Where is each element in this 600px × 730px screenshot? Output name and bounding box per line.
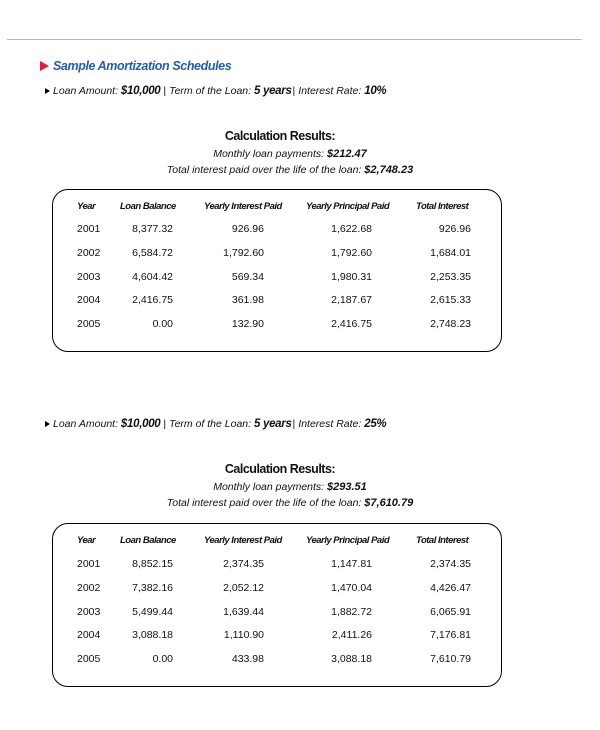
- calculation-results-1: [0, 129, 560, 178]
- table-cell: 2,374.35: [223, 558, 264, 570]
- table-cell: 2005: [77, 653, 101, 665]
- table-cell: 4,604.42: [132, 271, 173, 283]
- table-cell: 0.00: [152, 653, 173, 665]
- label-text: Monthly loan payments:: [213, 148, 325, 160]
- loan-amount-value: $10,000: [120, 85, 161, 97]
- table-cell: 1,110.90: [223, 629, 264, 641]
- table-header: [53, 201, 501, 215]
- label-text: |: [292, 418, 296, 430]
- monthly-payment-line: [0, 146, 560, 162]
- column-header: Yearly Principal Paid: [306, 535, 390, 546]
- table-row: [53, 629, 501, 643]
- table-cell: 569.34: [231, 271, 264, 283]
- table-cell: 2,253.35: [430, 271, 471, 283]
- total-interest-value: $2,748.23: [364, 164, 414, 176]
- table-cell: 2003: [77, 271, 101, 283]
- table-row: [53, 271, 501, 285]
- table-cell: 2,416.75: [331, 318, 372, 330]
- table-cell: 1,622.68: [331, 223, 372, 235]
- table-cell: 3,088.18: [132, 629, 173, 641]
- column-header: Loan Balance: [120, 535, 176, 546]
- table-cell: 7,382.16: [132, 582, 173, 594]
- table-cell: 132.90: [231, 318, 264, 330]
- triangle-bullet-icon: [40, 61, 49, 71]
- interest-rate-value: 10%: [364, 85, 387, 97]
- table-cell: 4,426.47: [430, 582, 471, 594]
- table-cell: 2,748.23: [430, 318, 471, 330]
- column-header: Year: [77, 201, 96, 212]
- table-cell: 2001: [77, 223, 101, 235]
- table-row: [53, 294, 501, 308]
- table-cell: 6,584.72: [132, 247, 173, 259]
- table-row: [53, 558, 501, 572]
- table-row: [53, 223, 501, 237]
- table-cell: 2002: [77, 582, 101, 594]
- table-cell: 2,615.33: [430, 294, 471, 306]
- table-cell: 433.98: [231, 653, 264, 665]
- table-row: [53, 318, 501, 332]
- label-text: Monthly loan payments:: [213, 481, 325, 493]
- table-cell: 2003: [77, 606, 101, 618]
- table-cell: 1,980.31: [331, 271, 372, 283]
- table-cell: 3,088.18: [331, 653, 372, 665]
- section-heading: [40, 59, 231, 73]
- interest-rate-value: 25%: [364, 418, 387, 430]
- table-cell: 926.96: [231, 223, 264, 235]
- monthly-payment-value: $212.47: [327, 148, 367, 160]
- heading-text: Sample Amortization Schedules: [53, 59, 232, 73]
- table-row: [53, 582, 501, 596]
- table-cell: 361.98: [231, 294, 264, 306]
- column-header: Yearly Interest Paid: [204, 201, 282, 212]
- table-cell: 2004: [77, 629, 101, 641]
- loan-amount-value: $10,000: [120, 418, 161, 430]
- total-interest-value: $7,610.79: [364, 497, 414, 509]
- column-header: Loan Balance: [120, 201, 176, 212]
- table-cell: 8,852.15: [132, 558, 173, 570]
- column-header: Yearly Interest Paid: [204, 535, 282, 546]
- label-text: Interest Rate:: [298, 85, 362, 97]
- table-cell: 2,374.35: [430, 558, 471, 570]
- table-cell: 1,792.60: [331, 247, 372, 259]
- column-header: Yearly Principal Paid: [306, 201, 390, 212]
- label-text: Loan Amount:: [53, 418, 118, 430]
- table-cell: 6,065.91: [430, 606, 471, 618]
- table-cell: 2002: [77, 247, 101, 259]
- loan-term-value: 5 years: [253, 418, 292, 430]
- table-cell: 7,176.81: [430, 629, 471, 641]
- table-cell: 5,499.44: [132, 606, 173, 618]
- table-cell: 1,470.04: [331, 582, 372, 594]
- table-cell: 8,377.32: [132, 223, 173, 235]
- table-cell: 2001: [77, 558, 101, 570]
- label-text: Term of the Loan:: [169, 418, 252, 430]
- table-header: [53, 535, 501, 549]
- table-cell: 1,882.72: [331, 606, 372, 618]
- table-cell: 2,411.26: [331, 629, 372, 641]
- amortization-table-1: [52, 189, 502, 352]
- loan-params-1: [45, 85, 386, 97]
- top-divider: [7, 39, 582, 40]
- total-interest-line: [0, 162, 560, 178]
- table-row: [53, 606, 501, 620]
- amortization-table-2: [52, 523, 502, 687]
- label-text: Term of the Loan:: [169, 85, 252, 97]
- table-cell: 2,187.67: [331, 294, 372, 306]
- monthly-payment-line: [0, 479, 560, 495]
- label-text: |: [163, 418, 167, 430]
- loan-params-2: [45, 418, 386, 430]
- calc-title: Calculation Results:: [224, 462, 336, 476]
- table-cell: 1,147.81: [331, 558, 372, 570]
- column-header: Year: [77, 535, 96, 546]
- label-text: |: [292, 85, 296, 97]
- table-cell: 926.96: [438, 223, 471, 235]
- triangle-bullet-icon: [45, 421, 50, 427]
- table-cell: 1,684.01: [430, 247, 471, 259]
- total-interest-line: [0, 495, 560, 511]
- table-cell: 2005: [77, 318, 101, 330]
- label-text: Total interest paid over the life of the loan:: [166, 497, 362, 509]
- table-cell: 7,610.79: [430, 653, 471, 665]
- table-cell: 1,639.44: [223, 606, 264, 618]
- column-header: Total Interest: [416, 201, 469, 212]
- label-text: |: [163, 85, 167, 97]
- triangle-bullet-icon: [45, 88, 50, 94]
- loan-term-value: 5 years: [253, 85, 292, 97]
- table-cell: 2,416.75: [132, 294, 173, 306]
- label-text: Total interest paid over the life of the loan:: [166, 164, 362, 176]
- table-cell: 1,792.60: [223, 247, 264, 259]
- label-text: Loan Amount:: [53, 85, 118, 97]
- column-header: Total Interest: [416, 535, 469, 546]
- label-text: Interest Rate:: [298, 418, 362, 430]
- calc-title: Calculation Results:: [224, 129, 336, 143]
- table-cell: 2004: [77, 294, 101, 306]
- calculation-results-2: [0, 462, 560, 511]
- table-cell: 2,052.12: [223, 582, 264, 594]
- monthly-payment-value: $293.51: [327, 481, 367, 493]
- table-row: [53, 247, 501, 261]
- table-row: [53, 653, 501, 667]
- table-cell: 0.00: [152, 318, 173, 330]
